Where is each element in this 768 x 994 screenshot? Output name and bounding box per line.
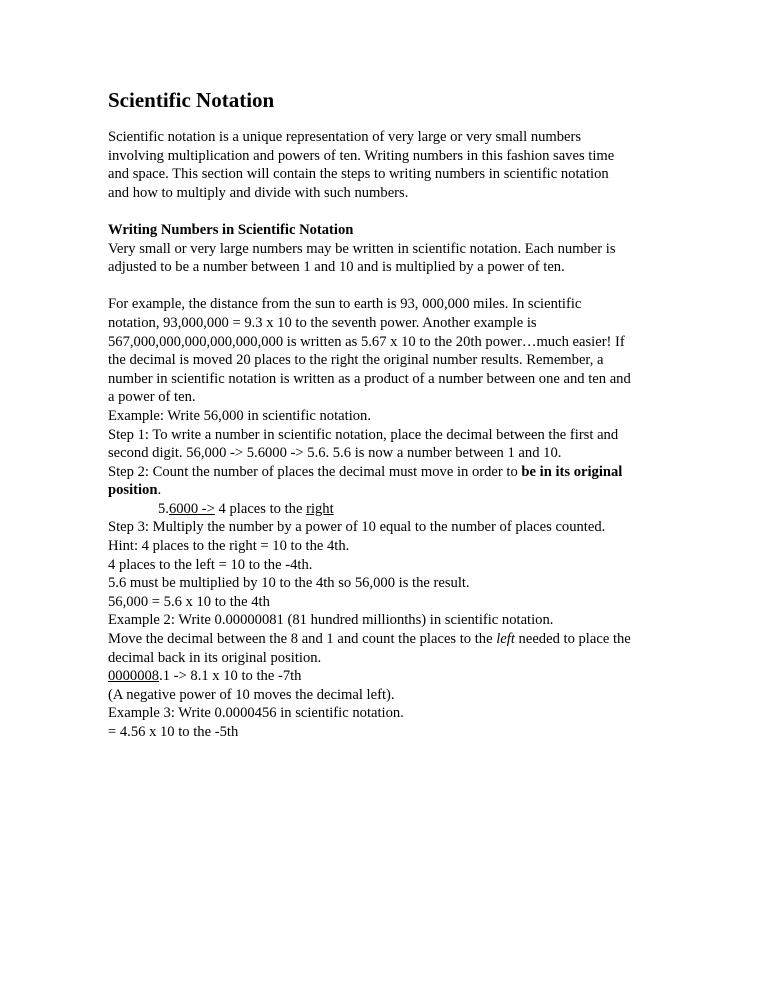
text-line: For example, the distance from the sun to earth is 93, 000,000 miles. In scientific — [108, 296, 582, 313]
result-line: 56,000 = 5.6 x 10 to the 4th — [108, 593, 270, 610]
example-3-answer: = 4.56 x 10 to the -5th — [108, 724, 239, 740]
page-title: Scientific Notation — [108, 88, 275, 112]
intro-paragraph — [108, 128, 668, 202]
example-2-demo: 0000008.1 -> 8.1 x 10 to the -7th — [108, 668, 302, 685]
section-intro-paragraph — [108, 240, 668, 277]
hint-line: 4 places to the left = 10 to the -4th. — [108, 556, 313, 573]
result-line: 5.6 must be multiplied by 10 to the 4th so 56,000 is the result. — [108, 575, 470, 592]
text-line: Scientific notation is a unique representation of very large or very small numbers — [108, 129, 582, 145]
text-line: involving multiplication and powers of ten. Writing numbers in this fashion saves time — [108, 147, 615, 164]
text-line: notation, 93,000,000 = 9.3 x 10 to the seventh power. Another example is — [108, 314, 537, 331]
text-line: adjusted to be a number between 1 and 10 and is multiplied by a power of ten. — [108, 259, 565, 276]
text-line: the decimal is moved 20 places to the right the original number results. Remember, a — [108, 352, 604, 369]
example-3-title: Example 3: Write 0.0000456 in scientific notation. — [108, 705, 404, 722]
document-page — [108, 88, 668, 742]
step-3-line: Step 3: Multiply the number by a power of 10 equal to the number of places counted. — [108, 519, 606, 536]
example-2-instruction: decimal back in its original position. — [108, 649, 322, 666]
example-2-title: Example 2: Write 0.00000081 (81 hundred millionths) in scientific notation. — [108, 612, 554, 629]
step-1-line: Step 1: To write a number in scientific notation, place the decimal between the first and — [108, 426, 619, 443]
text-line: number in scientific notation is written as a product of a number between one and ten and — [108, 370, 631, 387]
example-paragraph — [108, 295, 668, 407]
step-2-line: Step 2: Count the number of places the decimal must move in order to be in its original — [108, 463, 623, 480]
step-2-line: position. — [108, 482, 162, 499]
text-line: 567,000,000,000,000,000,000 is written as 5.67 x 10 to the 20th power…much easier! If — [108, 333, 625, 350]
text-line: a power of ten. — [108, 389, 196, 406]
step-2-demo: 5.6000 -> 4 places to the right — [158, 500, 334, 517]
example-2-note: (A negative power of 10 moves the decimal left). — [108, 686, 395, 703]
section-heading: Writing Numbers in Scientific Notation — [108, 221, 354, 238]
example-1-title: Example: Write 56,000 in scientific notation. — [108, 407, 371, 424]
hint-line: Hint: 4 places to the right = 10 to the 4th. — [108, 538, 350, 555]
text-line: and space. This section will contain the steps to writing numbers in scientific notation — [108, 166, 609, 183]
example-2-instruction: Move the decimal between the 8 and 1 and count the places to the left needed to place the — [108, 631, 631, 648]
step-1-line: second digit. 56,000 -> 5.6000 -> 5.6. 5.6 is now a number between 1 and 10. — [108, 445, 562, 462]
text-line: Very small or very large numbers may be written in scientific notation. Each number is — [108, 240, 616, 257]
text-line: and how to multiply and divide with such numbers. — [108, 184, 409, 201]
